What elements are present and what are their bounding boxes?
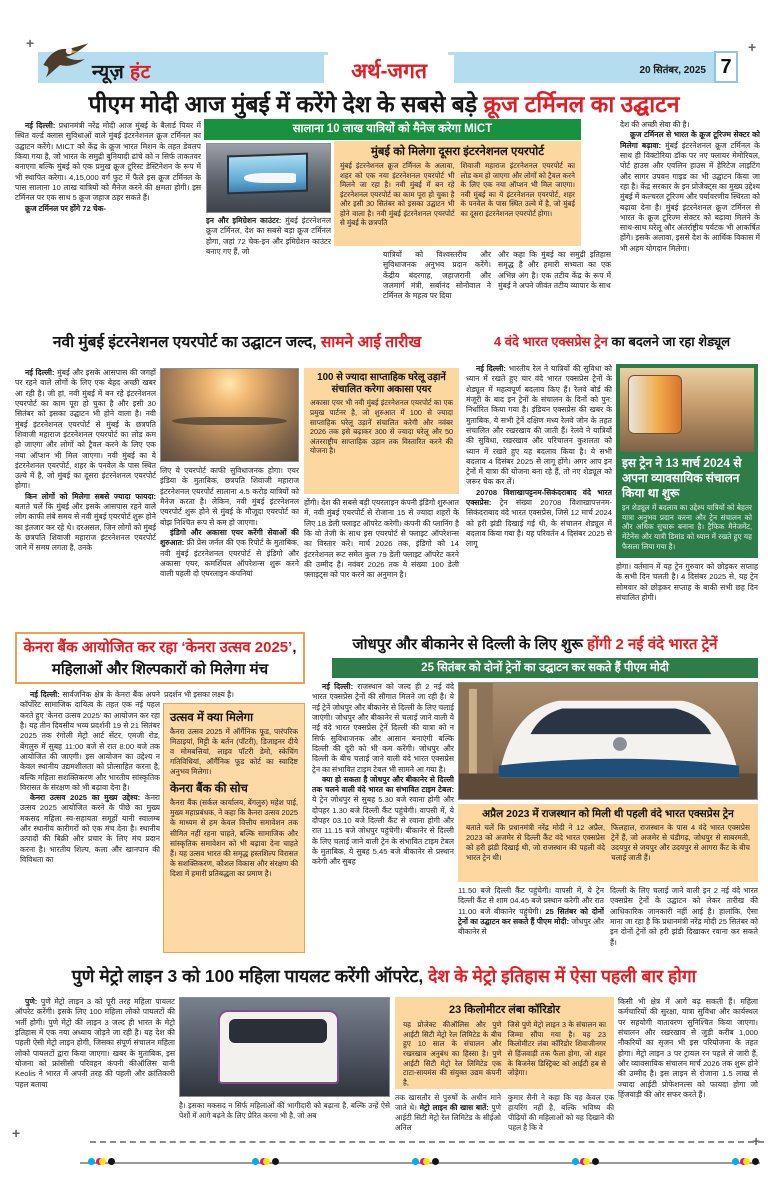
akasa-box-body: अकासा एयर भी नवी मुंबई इंटरनेशनल एयरपोर्ट का एक प्रमुख पार्टनर है, जो शुरुआत में 100 से ज्यादा साप्ताहिक घरेलू उड़ानें संचालित करेगी और नवंबर 2026 तक इसे बढ़ाकर 300 से ज्यादा घरेलू और 50 अंतरराष्ट्रीय साप्ताहिक उड़ान तक विस्तारित करने की योजना है। xyxy=(310,398,453,456)
canara-col1 xyxy=(20,690,160,952)
cruise-mid-col2: और कहा कि मुंबई का समुद्री इतिहास समृद्ध है और हमारी सभ्यता का एक अभिन्न अंग है। एक तटीय केंद्र के रूप में मुंबई ने अपने जीवंत तटीय व्यापार के साथ xyxy=(498,250,611,290)
vande4-headline-red: 4 वंदे भारत एक्सप्रेस ट्रेन xyxy=(493,334,608,349)
metro-sub1-text2: पुणे आईटी सिटी मेट्रो रेल लिमिटेड के सीईओ अनिल xyxy=(395,1103,501,1133)
paper-title xyxy=(92,58,151,84)
dateline: नई दिल्ली: xyxy=(476,364,506,373)
vande4-col1-lead2: 20708 विशाखापट्टनम-सिकंदराबाद वंदे भारत एक्सप्रेस: xyxy=(466,487,612,508)
jodhpur-col2-lead: 25 सितंबर को दोनों ट्रेनों का उद्घाटन कर सकते हैं पीएम मोदी: xyxy=(458,906,604,926)
issue-date: 20 सितंबर, 2025 xyxy=(639,65,706,76)
metro-col1 xyxy=(15,997,175,1135)
bottom-dashed-rule xyxy=(90,1141,764,1143)
dateline: नई दिल्ली: xyxy=(322,682,354,691)
cmyk-registration-dots xyxy=(572,1158,599,1165)
metro-headline-red: देश के मेट्रो इतिहास में ऐसा पहली बार होगा xyxy=(428,966,697,986)
jodhpur-caption-col1: बताते चलें कि प्रधानमंत्री नरेंद्र मोदी ने 12 अप्रैल, 2023 को अजमेर से दिल्ली कैंट वंदे भारत एक्सप्रेस को हरी झंडी दिखाई थी, जो राजस्थान की पहली वंदे भारत ट्रेन थी। xyxy=(466,823,605,862)
metro-box-col2: जिसे पुणे मेट्रो लाइन 3 के संचालन का जिम्मा सौंपा गया है। यह 23 किलोमीटर लंबा कॉरिडोर शिवाजीनगर से हिंजवाड़ी तक फैला होगा, जो शहर के बिजनेस डिस्ट्रिक्ट को आईटी हब से जोड़ेगा। xyxy=(507,1020,606,1078)
airport-headline-red: सामने आई तारीख xyxy=(320,334,422,351)
metro-col5: किसी भी क्षेत्र में आगे बढ़ सकती हैं। महिला कर्मचारियों की सुरक्षा, यात्रा सुविधा और कार्यस्थल पर सहयोगी वातावरण सुनिश्चित किया जाएगा। संचालन और रखरखाव से जुड़ी करीब 1,000 नौकरियों का सृजन भी इस परियोजना के तहत होगा। मेट्रो लाइन 3 पर ट्रायल रन पहले से जारी हैं, और व्यावसायिक संचालन मार्च 2026 तक शुरू होने की उम्मीद है। इस लाइन से रोजाना 1.5 लाख से ज्यादा आईटी प्रोफेशनल्स को फायदा होगा जो हिंजवाड़ी की ओर सफर करते हैं। xyxy=(618,997,758,1099)
cmyk-registration-dots xyxy=(732,1158,759,1165)
canara-col1-lead2: केनरा उत्सव 2025 का मुख्य उद्देश्य: xyxy=(30,793,141,803)
canara-box-body2: कैनरा बैंक (सर्कल कार्यालय, बेंगलुरु) महेश पाई, मुख्य महाप्रबंधक, ने कहा कि कैनरा उत्सव 2025 के माध्यम से हम केवल वित्तीय समावेशन तक सीमित नहीं रहना चाहते, बल्कि सामाजिक और सांस्कृतिक समावेशन को भी बढ़ावा देना चाहते हैं। यह उत्सव भारत की समृद्ध हस्तशिल्प विरासत के सशक्तिकरण, कौशल विकास और संरक्षण की दिशा में हमारी प्रतिबद्धता का प्रमाण है। xyxy=(170,798,298,878)
vande4-col1-text: भारतीय रेल ने यात्रियों की सुविधा को ध्यान में रखते हुए चार वंदे भारत एक्सप्रेस ट्रेनों के शेड्यूल में महत्वपूर्ण बदलाव किए हैं। रेलवे बोर्ड की मंजूरी के बाद इन ट्रेनों के संचालन के दिनों को पुन: निर्धारित किया गया है। इंडियन एक्सप्रेस की खबर के मुताबिक, ये सभी ट्रेनें दक्षिण मध्य रेलवे जोन के तहत संचालित और रखरखाव की जाती हैं। रेलवे ने यात्रियों की सुविधा, रखरखाव और परिचालन कुशलता को ध्यान में रखते हुए यह बदलाव किया है। ये सभी बदलाव 4 दिसंबर 2025 से लागू होंगे। अगर आप इन ट्रेनों में यात्रा की योजना बना रहे हैं, तो नए शेड्यूल को जरूर चेक कर लें। xyxy=(466,364,612,487)
crop-mark-top-left: + xyxy=(26,35,35,51)
crop-mark-bottom-left: + xyxy=(12,1125,21,1141)
vande4-tail: होगा। वर्तमान में यह ट्रेन गुरुवार को छोड़कर सप्ताह के सभी दिन चलती है। 4 दिसंबर 2025 से, यह ट्रेन सोमवार को छोड़कर सप्ताह के बाकी सभी छह दिन संचालित होगी। xyxy=(616,562,758,602)
metro-sub-col2: कुमार सैनी ने कहा कि यह केवल एक हायरिंग नहीं है, बल्कि भविष्य की पीढ़ियों की महिलाओं को यह दिखाने की पहल है कि वे xyxy=(508,1093,614,1133)
main-headline xyxy=(0,87,768,119)
cruise-right-lead: क्रूज टर्मिनल से भारत के क्रूज टूरिज्म सेक्टर को मिलेगा बढ़ावा: xyxy=(620,130,760,150)
jodhpur-headline xyxy=(312,634,758,654)
second-airport-box xyxy=(334,141,581,246)
vande-bharat-train-photo xyxy=(458,682,758,800)
metro-sub-col1 xyxy=(395,1093,501,1139)
cruise-article-col1 xyxy=(15,121,201,313)
cruise-col1-text: प्रधानमंत्री नरेंद्र मोदी आज मुंबई के बैलार्ड पियर में स्थित वर्ल्ड क्लास सुविधाओं वाले मुंबई इंटरनेशनल क्रूज टर्मिनल का उद्घाटन करेंगे। MICT को केंद्र के क्रूज भारत मिशन के तहत डेवलप किया गया है, जो भारत के समुद्री बुनियादी ढांचे को न सिर्फ ताकतवर बनाएगा बल्कि मुंबई को एक प्रमुख क्रूज टूरिस्ट डेस्टिनेशन के रूप में भी स्थापित करेगा। 4,15,000 वर्ग फुट में फैले इस क्रूज टर्मिनल के पास सालाना 10 लाख यात्रियों को मैनेज करने की क्षमता होगी। इस टर्मिनल पर एक साथ 5 क्रूज जहाज ठहर सकते हैं। xyxy=(15,121,201,203)
paper-title-red: हंट xyxy=(130,62,151,83)
jodhpur-col1-text2: ये ट्रेन जोधपुर से सुबह 5.30 बजे रवाना होगी और दोपहर 1.30 बजे दिल्ली कैंट पहुंचेगी। वापसी में, ये दोपहर 03.10 बजे दिल्ली कैंट से रवाना होगी और रात 11.15 बजे जोधपुर पहुंचेगी। बीकानेर से दिल्ली के लिए चलाई जाने वाली ट्रेन के संभावित टाइम टेबल के मुताबिक, ये सुबह 5.45 बजे बीकानेर से प्रस्थान करेगी और सुबह xyxy=(312,795,454,867)
section-title: अर्थ-जगत xyxy=(324,55,454,87)
metro-headline-black: पुणे मेट्रो लाइन 3 को 100 महिला पायलट करेंगी ऑपरेट, xyxy=(71,966,429,986)
jodhpur-caption-box xyxy=(458,804,758,882)
canara-box-body1: कैनरा उत्सव 2025 में ऑर्गैनिक फूड, पारंपरिक मिठाइयां, मिट्टी के बर्तन (पॉटरी), डिजाइनर दीये व मोमबत्तियां, लाइव पॉटरी डेमो, स्केचिंग गतिविधियां, ऑर्गैनिक फूड कोर्ट का स्वादिष्ट अनुभव मिलेगा। xyxy=(170,727,298,777)
vande4-col1-text2: ट्रेन संख्या 20708 विशाखापत्तनम-सिकंदराबाद वंदे भारत एक्सप्रेस, जिसे 12 मार्च 2024 को हरी झंडी दिखाई गई थी, के संचालन शेड्यूल में बदलाव किया गया है। यह परिवर्तन 4 दिसंबर 2025 से लागू xyxy=(466,498,612,549)
akasa-box xyxy=(304,368,459,494)
cruise-right-p1: देश की अच्छी सेवा की है। xyxy=(620,120,690,129)
airport-col1-lead2: किन लोगों को मिलेगा सबसे ज्यादा फायदा: xyxy=(25,491,156,501)
train-front-graphic xyxy=(459,683,757,799)
cruise-mid-col1: यात्रियों को विश्वस्तरीय और सुविधाजनक अनुभव प्रदान करेंगे। केंद्रीय बंदरगाह, जहाजरानी और जलमार्ग मंत्री, सर्बानंद सोनोवाल ने टर्मिनल के महत्व पर दिया xyxy=(383,250,491,301)
cruise-under-photo xyxy=(206,216,331,272)
main-headline-red: क्रूज टर्मिनल का उद्घाटन xyxy=(483,91,680,117)
cmyk-registration-dots xyxy=(252,1158,279,1165)
cmyk-registration-dots xyxy=(88,1158,115,1165)
metro-headline xyxy=(0,964,768,988)
jodhpur-col2 xyxy=(458,886,604,950)
second-airport-box-col2: शिवाजी महाराज इंटरनेशनल एयरपोर्ट का लोड कम हो जाएगा और लोगों को ट्रैवल करने के लिए एक नया ऑप्शन भी मिल जाएगा। नवी मुंबई का ये इंटरनेशनल एयरपोर्ट, शहर के पनवेल के पास स्थित उल्वे में है, जो मुंबई का दूसरा इंटरनेशनल एयरपोर्ट होगा। xyxy=(460,161,575,218)
airport-col2-lead: इंडिगो और अकासा एयर करेंगी सेवाओं की शुरुआत: xyxy=(160,527,299,548)
vande4-green-body: इन शेड्यूल में बदलाव का उद्देश्य यात्रियों को बेहतर यात्रा अनुभव प्रदान करना और ट्रेन संचालन को और अधिक सुचारू बनाना है। ट्रैफिक मैनेजमेंट, मेंटेनेंस और यात्री डिमांड को ध्यान में रखते हुए यह फैसला लिया गया है। xyxy=(622,503,752,551)
cruise-sub-banner: सालाना 10 लाख यात्रियों को मैनेज करेगा MICT xyxy=(204,119,581,140)
canara-utsav-box xyxy=(163,703,305,953)
airport-aerial-photo xyxy=(160,368,299,462)
paper-title-black: न्यूज़ xyxy=(92,62,125,83)
terminal-silhouette xyxy=(172,417,287,425)
cruise-terminal-photo xyxy=(206,143,331,213)
metro-col2: है। इसका मकसद न सिर्फ महिलाओं की भागीदारी को बढ़ाना है, बल्कि उन्हें ऐसे पेशों में आगे बढ़ने के लिए प्रेरित करना भी है, जो अब xyxy=(179,1101,390,1121)
canara-headline xyxy=(15,632,305,684)
cruise-article-right-col xyxy=(620,120,760,312)
jodhpur-col2-text2: जोधपुर और बीकानेर से xyxy=(458,916,604,937)
cruise-ship-graphic xyxy=(244,173,296,184)
canara-headline-red: केनरा बैंक आयोजित कर रहा ‘केनरा उत्सव 2025’ xyxy=(23,639,293,656)
vande4-headline xyxy=(466,332,758,350)
metro-box-title: 23 किलोमीटर लंबा कॉरिडोर xyxy=(449,1004,560,1016)
cruise-caption-lead: इन और इमिग्रेशन काउंटर: xyxy=(206,216,282,225)
airport-col1 xyxy=(15,368,156,620)
jodhpur-headline-red: होंगी 2 नई वंदे भारत ट्रेनें xyxy=(587,636,718,653)
train-graphic xyxy=(628,375,682,434)
akasa-box-title: 100 से ज्यादा साप्ताहिक घरेलू उड़ानें संचालित करेगा अकासा एयर xyxy=(317,372,446,396)
dateline: नई दिल्ली: xyxy=(25,368,55,377)
airport-headline xyxy=(15,330,459,352)
airport-col3: होंगी। देश की सबसे बड़ी एयरलाइन कंपनी इंडिगो शुरुआत में, नवी मुंबई एयरपोर्ट से रोजाना 15 से ज्यादा शहरों के लिए 18 डेली फ्लाइट ऑपरेट करेगी। कंपनी की प्लानिंग है कि वो तेजी के साथ इस एयरपोर्ट से फ्लाइट ऑपरेशन्स का विस्तार करे। मार्च 2026 तक, इंडिगो को 14 इंटरनेशनल रूट समेत कुल 79 डेली फ्लाइट ऑपरेट करने की उम्मीद है। नवंबर 2026 तक ये संख्या 100 डेली फ्लाइट्स को पार करने का अनुमान है। xyxy=(304,498,459,580)
vande4-green-title: इस ट्रेन ने 13 मार्च 2024 से अपना व्यावसायिक संचालन किया था शुरू xyxy=(622,456,742,500)
airport-col1-text: मुंबई और इसके आसपास की जगहों पर रहने वाले लोगों के लिए एक बेहद अच्छी खबर आ रही है। जी हां, नवी मुंबई में बन रहे इंटरनेशनल एयरपोर्ट का काम पूरा हो चुका है और इसी 30 सितंबर को इसका उद्घाटन भी होने वाला है। नवी मुंबई इंटरनेशनल एयरपोर्ट से मुंबई के छत्रपति शिवाजी महाराज इंटरनेशनल एयरपोर्ट का लोड कम हो जाएगा और लोगों को ट्रैवल करने के लिए एक नया ऑप्शन भी मिल जाएगा। नवी मुंबई का ये इंटरनेशनल एयरपोर्ट, शहर के पनवेल के पास स्थित उल्वे में है, जो मुंबई का दूसरा इंटरनेशनल एयरपोर्ट होगा। xyxy=(15,368,156,491)
page-number: 7 xyxy=(714,51,738,83)
canara-box-title1: उत्सव में क्या मिलेगा xyxy=(170,712,254,724)
canara-col1-text2: केनरा उत्सव 2025 आयोजित करने के पीछे का मुख्य मकसद महिला स्व-सहायता समूहों यानी स्वालम्ब और स्थानीय कारीगरों को एक मंच देना है। स्थानीय उत्पादों की बिक्री और प्रचार के लिए मंच प्रदान करना है। भारतीय शिल्प, कला और खानपान की विविधता का xyxy=(20,793,160,864)
airport-col1-text2: बताते चलें कि मुंबई और इसके आसपास रहने वाले लोग काफी लंबे समय से नवी मुंबई एयरपोर्ट शुरू होने का इंतजार कर रहे थे। दरअसल, जिन लोगों को मुंबई के छत्रपति शिवाजी महाराज इंटरनेशनल एयरपोर्ट जाने में समय लगता है, उनके xyxy=(15,502,156,553)
vande4-green-box xyxy=(616,364,758,558)
dateline: नई दिल्ली: xyxy=(30,690,60,699)
jodhpur-col2-text: 11.50 बजे दिल्ली कैंट पहुंचेगी। वापसी में, ये ट्रेन दिल्ली कैंट से शाम 04.45 बजे प्रस्थान करेगी और रात 11.00 बजे बीकानेर पहुंचेगी। xyxy=(458,886,604,916)
train-platform-photo xyxy=(620,368,754,452)
canara-box-title2: केनरा बैंक की सोच xyxy=(170,783,248,796)
eagle-logo-icon xyxy=(40,40,90,80)
jodhpur-caption-col2: फिलहाल, राजस्थान के पास 4 वंदे भारत एक्सप्रेस ट्रेनें हैं, जो अजमेर से चंडीगढ़, जोधपुर से साबरमती, उदयपुर से जयपुर और उदयपुर से आगरा कैंट के बीच चलाई जाती हैं। xyxy=(611,823,750,862)
second-airport-box-title: मुंबई को मिलेगा दूसरा इंटरनेशनल एयरपोर्ट xyxy=(370,146,545,158)
pune-metro-photo xyxy=(179,997,390,1097)
metro-corridor-box xyxy=(395,997,614,1089)
dateline: पुणे: xyxy=(25,997,38,1006)
vande4-headline-black: का बदलने जा रहा शेड्यूल xyxy=(607,334,731,349)
cmyk-registration-dots xyxy=(412,1158,439,1165)
crop-mark-bottom-right: + xyxy=(752,1133,761,1149)
jodhpur-col1 xyxy=(312,682,454,950)
airport-col2 xyxy=(160,466,299,620)
airport-col2-text2: फ्री प्रेस जर्नल की एक रिपोर्ट के मुताबिक, नवी मुंबई इंटरनेशनल एयरपोर्ट से इंडिगो और अकासा एयर, कमर्शियल ऑपरेशन्स शुरू करने वाली पहली दो एयरलाइन कंपनियां xyxy=(160,538,299,579)
jodhpur-col3: दिल्ली के लिए चलाई जाने वाली इन 2 नई वंदे भारत एक्सप्रेस ट्रेनों के उद्घाटन को लेकर तारीख की आधिकारिक जानकारी नहीं आई है। हालांकि, ऐसा माना जा रहा है कि प्रधानमंत्री नरेंद्र मोदी 25 सितंबर को इन दोनों ट्रेनों को हरी झंडी दिखाकर रवाना कर सकते हैं। xyxy=(610,886,758,947)
jodhpur-col1-text: राजस्थान को जल्द ही 2 नई वंदे भारत एक्सप्रेस ट्रेनों की सौगात मिलने जा रही है। ये नई ट्रेनें जोधपुर और बीकानेर से दिल्ली के लिए चलाई जाएंगी। जोधपुर और बीकानेर से चलाई जाने वाली ये नई वंदे भारत एक्सप्रेस ट्रेनें दिल्ली की यात्रा को न सिर्फ सुविधाजनक और आसान बनाएंगी बल्कि दिल्ली की दूरी को भी कम करेंगी। जोधपुर और दिल्ली के बीच चलाई जाने वाली वंदे भारत एक्सप्रेस ट्रेन का संभावित टाइम टेबल भी सामने आ गया है। xyxy=(312,682,454,774)
vande4-col1 xyxy=(466,364,612,620)
airport-col2-text: लिए ये एयरपोर्ट काफी सुविधाजनक होगा। एयर इंडिया के मुताबिक, छत्रपति शिवाजी महाराज इंटरनेशनल एयरपोर्ट सालाना 4.5 करोड़ यात्रियों को मैनेज करता है। लेकिन, नवी मुंबई इंटरनेशनल एयरपोर्ट शुरू होने से मुंबई के मौजूदा एयरपोर्ट का बोझ निश्चित रूप से कम हो जाएगा। xyxy=(160,466,299,527)
jodhpur-headline-black: जोधपुर और बीकानेर से दिल्ली के लिए शुरू xyxy=(352,636,588,653)
main-headline-black: पीएम मोदी आज मुंबई में करेंगे देश के सबसे बड़े xyxy=(88,91,484,117)
metro-box-col1: यह प्रोजेक्ट कीऑलिस और पुणे आईटी सिटी मेट्रो रेल लिमिटेड के बीच हुए 10 साल के संचालन और रखरखाव अनुबंध का हिस्सा है। पुणे आईटी सिटी मेट्रो रेल लिमिटेड एक टाटा-सायमंस की संयुक्त उद्यम कंपनी है, xyxy=(403,1020,502,1087)
canara-col1-text: सार्वजनिक क्षेत्र के केनरा बैंक अपने कॉर्पोरेट सामाजिक दायित्व के तहत एक नई पहल करते हुए ‘केनरा उत्सव 2025’ का आयोजन कर रहा है। यह तीन दिवसीय भव्य प्रदर्शनी 19 से 21 सितंबर 2025 तक रंगोली मेट्रो आर्ट सेंटर, एमजी रोड, बेंगलुरु में सुबह 11:00 बजे से रात 8:00 बजे तक आयोजित की जाएगी। इस आयोजन का उद्देश्य न केवल स्थानीय उद्यमशीलता को प्रोत्साहित करना है, बल्कि महिला सशक्तिकरण और भारतीय सांस्कृतिक विरासत के संरक्षण को भी बढ़ावा देना है। xyxy=(20,690,160,792)
cruise-right-text: मुंबई इंटरनेशनल क्रूज टर्मिनल के साथ ही विक्टोरिया डॉक पर नए फ्लायर मेमोरियल, पोर्ट हाउस और एवलिन हाउस में हेरिटेज लाइटिंग और सागर उपवन गाइड का भी उद्घाटन किया जा रहा है। केंद्र सरकार के इन प्रोजेक्ट्स का मुख्य उद्देश्य मुंबई में कल्चरल टूरिज्म और पर्यावरणीय स्थिरता को बढ़ावा देना है। मुंबई इंटरनेशनल क्रूज टर्मिनल से भारत के क्रूज टूरिज्म सेक्टर को बढ़ावा मिलने के साथ-साथ घरेलू और अंतर्राष्ट्रीय पर्यटक भी आकर्षित होंगे। इसके अलावा, इससे देश के आर्थिक विकास में भी अहम योगदान मिलेगा। xyxy=(620,140,760,253)
canara-headline-black: , महिलाओं और शिल्पकारों को मिलेगा मंच xyxy=(51,639,297,678)
jodhpur-caption-title: अप्रैल 2023 में राजस्थान को मिली थी पहली वंदे भारत एक्सप्रेस ट्रेन xyxy=(482,808,734,820)
metro-train-graphic xyxy=(218,1010,339,1084)
cruise-caption-text: मुंबई इंटरनेशनल क्रूज टर्मिनल, देश का सबसे बड़ा क्रूज टर्मिनल होगा, जहां 72 चेक-इन और इमिग्रेशन काउंटर बनाए गए हैं, जो xyxy=(206,216,331,256)
second-airport-box-col1: मुंबई इंटरनेशनल क्रूज टर्मिनल के अलावा, शहर को एक नया इंटरनेशनल एयरपोर्ट भी मिलने जा रहा है। नवी मुंबई में बन रहे इंटरनेशनल एयरपोर्ट का काम पूरा हो चुका है और इसी 30 सितंबर को इसका उद्घाटन भी होने वाला है। नवी मुंबई इंटरनेशनल एयरपोर्ट से मुंबई के छत्रपति xyxy=(340,161,455,227)
metro-col1-text: पुणे मेट्रो लाइन 3 को पूरी तरह महिला पायलट ऑपरेट करेंगी। इसके लिए 100 महिला लोको पायलटों की भर्ती होगी। पुणे मेट्रो की लाइन 3 जल्द ही भारत के मेट्रो इतिहास में एक नया अध्याय जोड़ने जा रही है। यह देश की पहली ऐसी मेट्रो लाइन होगी, जिसका संपूर्ण संचालन महिला लोको पायलटों द्वारा किया जाएगा। खबर के मुताबिक, इस योजना को फ्रांसीसी परिवहन कंपनी कीऑलिस यानी Keolis ने भारत में अपनी तरह की पहली और क्रांतिकारी पहल बताया xyxy=(15,997,175,1089)
jodhpur-col1-lead2: क्या हो सकता है जोधपुर और बीकानेर से दिल्ली तक चलने वाली वंदे भारत का संभावित टाइम टेबल: xyxy=(312,774,454,795)
canara-col2-top: प्रदर्शन भी इसका लक्ष्य है। xyxy=(164,690,234,699)
metro-sub1-text: तक खासतौर से पुरुषों के अधीन माने जाते थे। xyxy=(395,1093,501,1113)
dateline: नई दिल्ली: xyxy=(25,121,56,130)
jodhpur-sub-banner: 25 सितंबर को दोनों ट्रेनों का उद्घाटन कर सकते हैं पीएम मोदी xyxy=(332,658,758,678)
cruise-col1-text2: क्रूज टर्मिनल पर होंगे 72 चेक- xyxy=(25,203,107,213)
crop-mark-top-right: + xyxy=(748,39,757,55)
metro-sub1-lead: मेट्रो लाइन की खास बातें: xyxy=(419,1103,489,1113)
airport-headline-black: नवी मुंबई इंटरनेशनल एयरपोर्ट का उद्घाटन जल्द, xyxy=(52,334,321,351)
